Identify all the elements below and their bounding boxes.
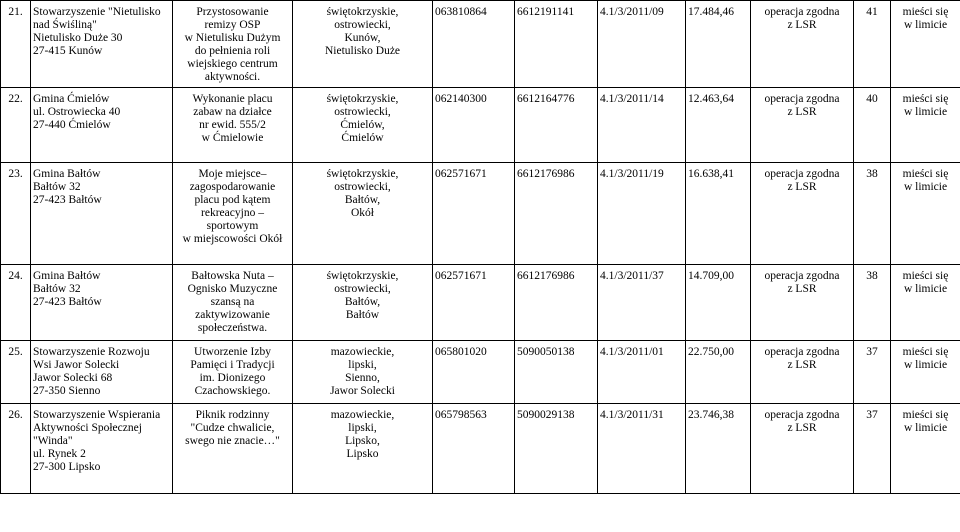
table-row [1, 341, 960, 404]
amount-cell: 22.750,00 [686, 341, 751, 404]
table-row [1, 1, 960, 88]
limit-status-cell: mieści się w limicie [891, 163, 960, 265]
beneficiary-cell: Stowarzyszenie Rozwoju Wsi Jawor Solecki Jawor Solecki 68 27-350 Sienno [31, 341, 173, 404]
territory-code-cell: 065801020 [433, 341, 515, 404]
table-row [1, 88, 960, 163]
points-cell: 38 [854, 163, 891, 265]
beneficiary-cell: Gmina Bałtów Bałtów 32 27-423 Bałtów [31, 163, 173, 265]
operation-title-cell: Piknik rodzinny "Cudze chwalicie, swego nie znacie…" [173, 404, 293, 494]
territory-code-cell: 062571671 [433, 163, 515, 265]
application-number-cell: 4.1/3/2011/01 [598, 341, 686, 404]
points-cell: 40 [854, 88, 891, 163]
limit-status-cell: mieści się w limicie [891, 1, 960, 88]
location-cell: mazowieckie, lipski, Sienno, Jawor Solecki [293, 341, 433, 404]
limit-status-cell: mieści się w limicie [891, 404, 960, 494]
territory-code-cell: 063810864 [433, 1, 515, 88]
beneficiary-cell: Stowarzyszenie Wspierania Aktywności Społecznej "Winda" ul. Rynek 2 27-300 Lipsko [31, 404, 173, 494]
operation-title-cell: Bałtowska Nuta – Ognisko Muzyczne szansą na zaktywizowanie społeczeństwa. [173, 265, 293, 341]
row-number: 26. [1, 404, 31, 494]
territory-code-cell: 062571671 [433, 265, 515, 341]
row-number: 22. [1, 88, 31, 163]
limit-status-cell: mieści się w limicie [891, 265, 960, 341]
points-cell: 37 [854, 404, 891, 494]
amount-cell: 16.638,41 [686, 163, 751, 265]
regon-cell: 5090050138 [515, 341, 598, 404]
operation-title-cell: Wykonanie placu zabaw na działce nr ewid. 555/2 w Ćmielowie [173, 88, 293, 163]
location-cell: mazowieckie, lipski, Lipsko, Lipsko [293, 404, 433, 494]
compliance-status-cell: operacja zgodna z LSR [751, 341, 854, 404]
points-cell: 38 [854, 265, 891, 341]
territory-code-cell: 062140300 [433, 88, 515, 163]
compliance-status-cell: operacja zgodna z LSR [751, 404, 854, 494]
application-number-cell: 4.1/3/2011/19 [598, 163, 686, 265]
points-cell: 37 [854, 341, 891, 404]
territory-code-cell: 065798563 [433, 404, 515, 494]
points-cell: 41 [854, 1, 891, 88]
operation-title-cell: Przystosowanie remizy OSP w Nietulisku Dużym do pełnienia roli wiejskiego centrum aktywności. [173, 1, 293, 88]
operation-title-cell: Moje miejsce– zagospodarowanie placu pod kątem rekreacyjno – sportowym w miejscowości Okół [173, 163, 293, 265]
compliance-status-cell: operacja zgodna z LSR [751, 88, 854, 163]
table-row [1, 265, 960, 341]
location-cell: świętokrzyskie, ostrowiecki, Kunów, Nietulisko Duże [293, 1, 433, 88]
amount-cell: 23.746,38 [686, 404, 751, 494]
amount-cell: 12.463,64 [686, 88, 751, 163]
regon-cell: 5090029138 [515, 404, 598, 494]
location-cell: świętokrzyskie, ostrowiecki, Bałtów, Bałtów [293, 265, 433, 341]
beneficiary-cell: Gmina Ćmielów ul. Ostrowiecka 40 27-440 Ćmielów [31, 88, 173, 163]
limit-status-cell: mieści się w limicie [891, 341, 960, 404]
application-number-cell: 4.1/3/2011/31 [598, 404, 686, 494]
limit-status-cell: mieści się w limicie [891, 88, 960, 163]
row-number: 23. [1, 163, 31, 265]
regon-cell: 6612176986 [515, 163, 598, 265]
regon-cell: 6612176986 [515, 265, 598, 341]
row-number: 21. [1, 1, 31, 88]
row-number: 25. [1, 341, 31, 404]
location-cell: świętokrzyskie, ostrowiecki, Bałtów, Okół [293, 163, 433, 265]
row-number: 24. [1, 265, 31, 341]
compliance-status-cell: operacja zgodna z LSR [751, 163, 854, 265]
amount-cell: 17.484,46 [686, 1, 751, 88]
operation-title-cell: Utworzenie Izby Pamięci i Tradycji im. Dionizego Czachowskiego. [173, 341, 293, 404]
table-row [1, 404, 960, 494]
location-cell: świętokrzyskie, ostrowiecki, Ćmielów, Ćmielów [293, 88, 433, 163]
table-body [1, 1, 960, 494]
regon-cell: 6612191141 [515, 1, 598, 88]
beneficiary-cell: Gmina Bałtów Bałtów 32 27-423 Bałtów [31, 265, 173, 341]
amount-cell: 14.709,00 [686, 265, 751, 341]
application-number-cell: 4.1/3/2011/09 [598, 1, 686, 88]
compliance-status-cell: operacja zgodna z LSR [751, 265, 854, 341]
application-number-cell: 4.1/3/2011/37 [598, 265, 686, 341]
regon-cell: 6612164776 [515, 88, 598, 163]
application-number-cell: 4.1/3/2011/14 [598, 88, 686, 163]
beneficiary-cell: Stowarzyszenie "Nietulisko nad Świśliną" Nietulisko Duże 30 27-415 Kunów [31, 1, 173, 88]
table-row [1, 163, 960, 265]
compliance-status-cell: operacja zgodna z LSR [751, 1, 854, 88]
